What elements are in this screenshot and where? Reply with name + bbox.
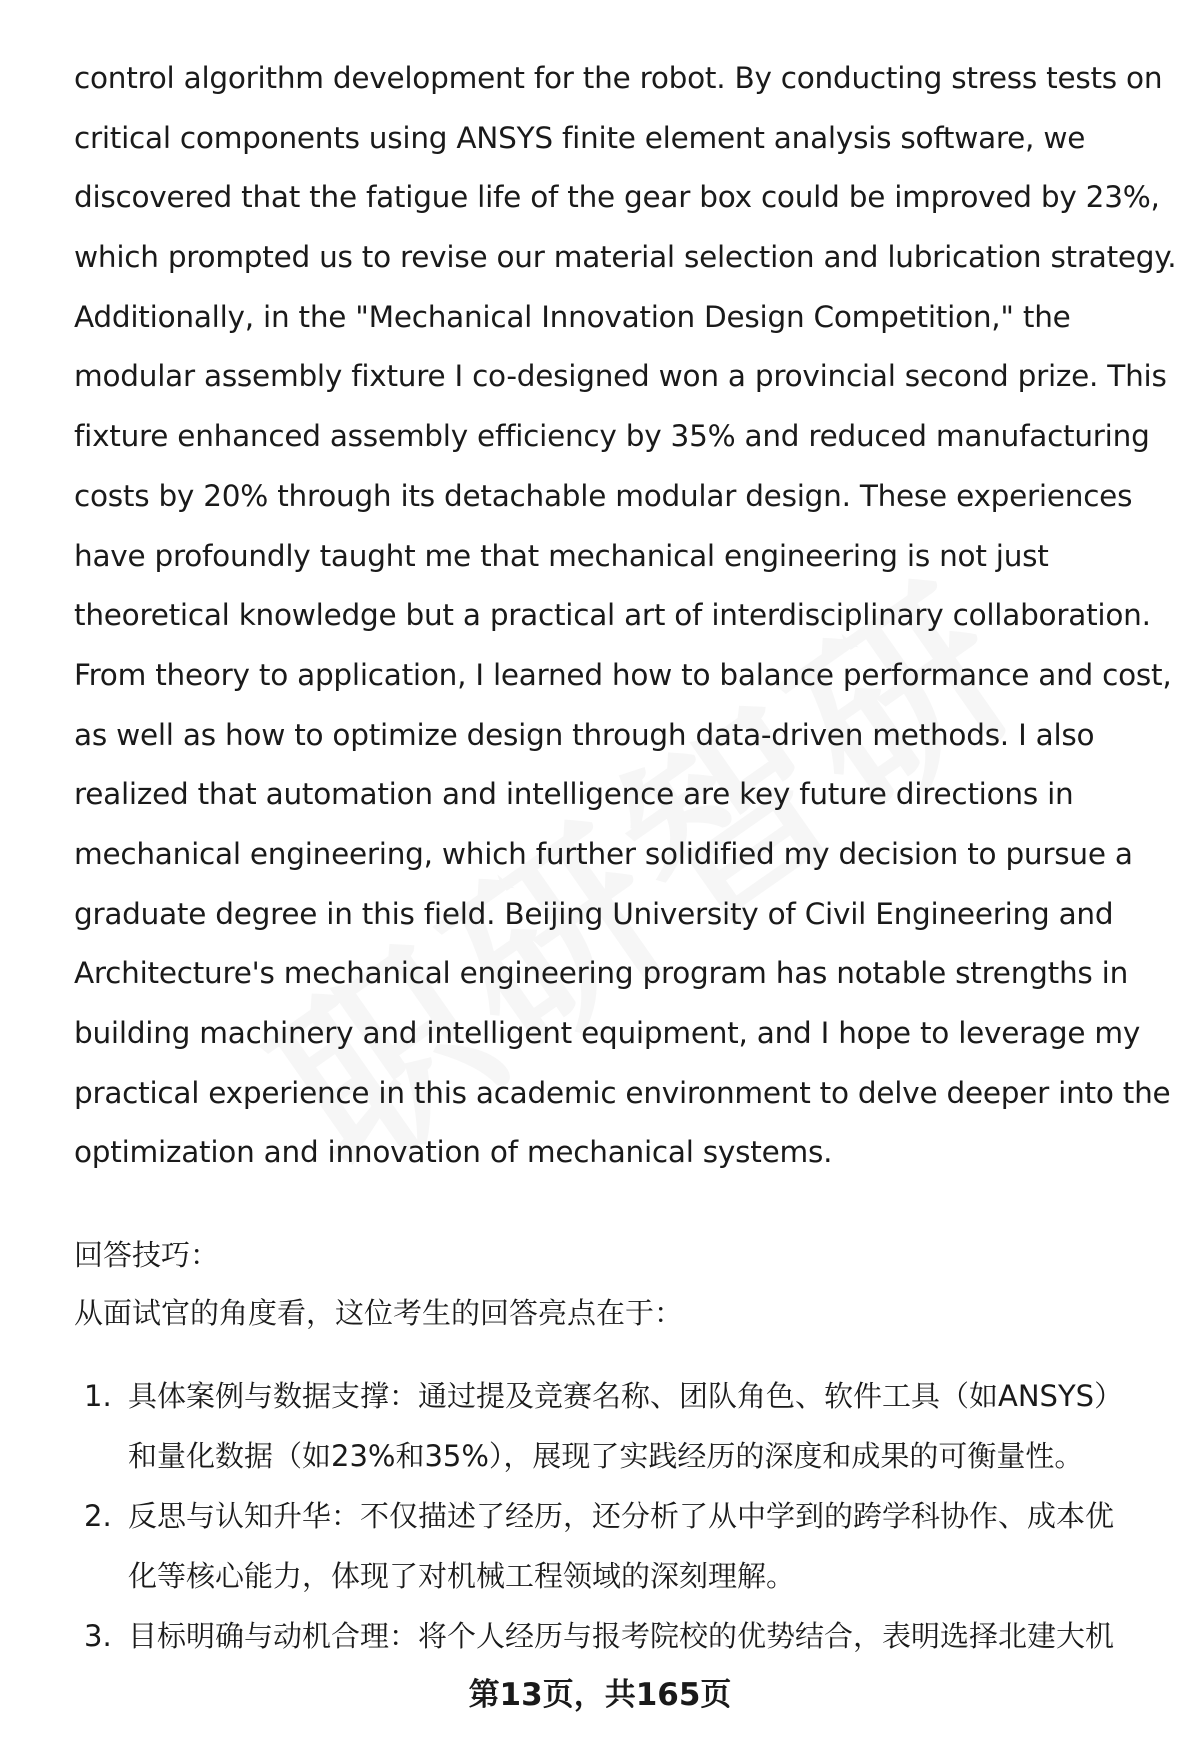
list-item-line: 反思与认知升华：不仅描述了经历，还分析了从中学到的跨学科协作、成本优	[128, 1499, 1115, 1534]
paragraph-line: mechanical engineering, which further solidified my decision to pursue a	[74, 836, 1133, 871]
paragraph-line: theoretical knowledge but a practical art of interdisciplinary collaboration.	[74, 598, 1151, 633]
paragraph-line: have profoundly taught me that mechanical engineering is not just	[74, 538, 1049, 573]
page-number: 第13页，共165页	[468, 1677, 732, 1713]
list-item	[74, 1486, 1164, 1606]
list-item-number: 1.	[84, 1379, 112, 1414]
paragraph-line: building machinery and intelligent equipment, and I hope to leverage my	[74, 1016, 1141, 1050]
paragraph-line: Architecture's mechanical engineering program has notable strengths in	[74, 956, 1129, 991]
answer-paragraph	[74, 49, 1177, 1183]
paragraph-line: critical components using ANSYS finite element analysis software, we	[74, 120, 1086, 155]
list-item-line: 和量化数据（如23%和35%），展现了实践经历的深度和成果的可衡量性。	[128, 1439, 1084, 1474]
list-item-number: 3.	[84, 1619, 112, 1654]
paragraph-line: control algorithm development for the robot. By conducting stress tests on	[74, 61, 1163, 95]
tips-heading: 回答技巧：	[74, 1238, 220, 1273]
highlights-list	[74, 1366, 1164, 1666]
paragraph-line: which prompted us to revise our material selection and lubrication strategy.	[74, 240, 1177, 275]
paragraph-line: discovered that the fatigue life of the gear box could be improved by 23%,	[74, 180, 1160, 215]
page-content	[74, 49, 1177, 1666]
list-item-line: 目标明确与动机合理：将个人经历与报考院校的优势结合，表明选择北建大机	[128, 1619, 1115, 1654]
list-item-line: 化等核心能力，体现了对机械工程领域的深刻理解。	[128, 1559, 796, 1594]
paragraph-line: practical experience in this academic environment to delve deeper into the	[74, 1075, 1171, 1110]
list-item-line: 具体案例与数据支撑：通过提及竞赛名称、团队角色、软件工具（如ANSYS）	[128, 1379, 1124, 1414]
paragraph-line: fixture enhanced assembly efficiency by 35% and reduced manufacturing	[74, 419, 1150, 454]
list-item	[74, 1366, 1164, 1486]
tips-intro: 从面试官的角度看，这位考生的回答亮点在于：	[74, 1296, 684, 1331]
paragraph-line: From theory to application, I learned how to balance performance and cost,	[74, 657, 1172, 692]
paragraph-line: costs by 20% through its detachable modular design. These experiences	[74, 478, 1133, 513]
paragraph-line: graduate degree in this field. Beijing University of Civil Engineering and	[74, 896, 1114, 931]
list-item	[74, 1606, 1164, 1666]
paragraph-line: modular assembly fixture I co-designed won a provincial second prize. This	[74, 359, 1167, 394]
paragraph-line: as well as how to optimize design through data-driven methods. I also	[74, 717, 1095, 752]
paragraph-line: Additionally, in the "Mechanical Innovation Design Competition," the	[74, 299, 1071, 334]
paragraph-line: optimization and innovation of mechanical systems.	[74, 1135, 833, 1170]
paragraph-line: realized that automation and intelligence are key future directions in	[74, 777, 1074, 812]
list-item-number: 2.	[84, 1499, 112, 1534]
